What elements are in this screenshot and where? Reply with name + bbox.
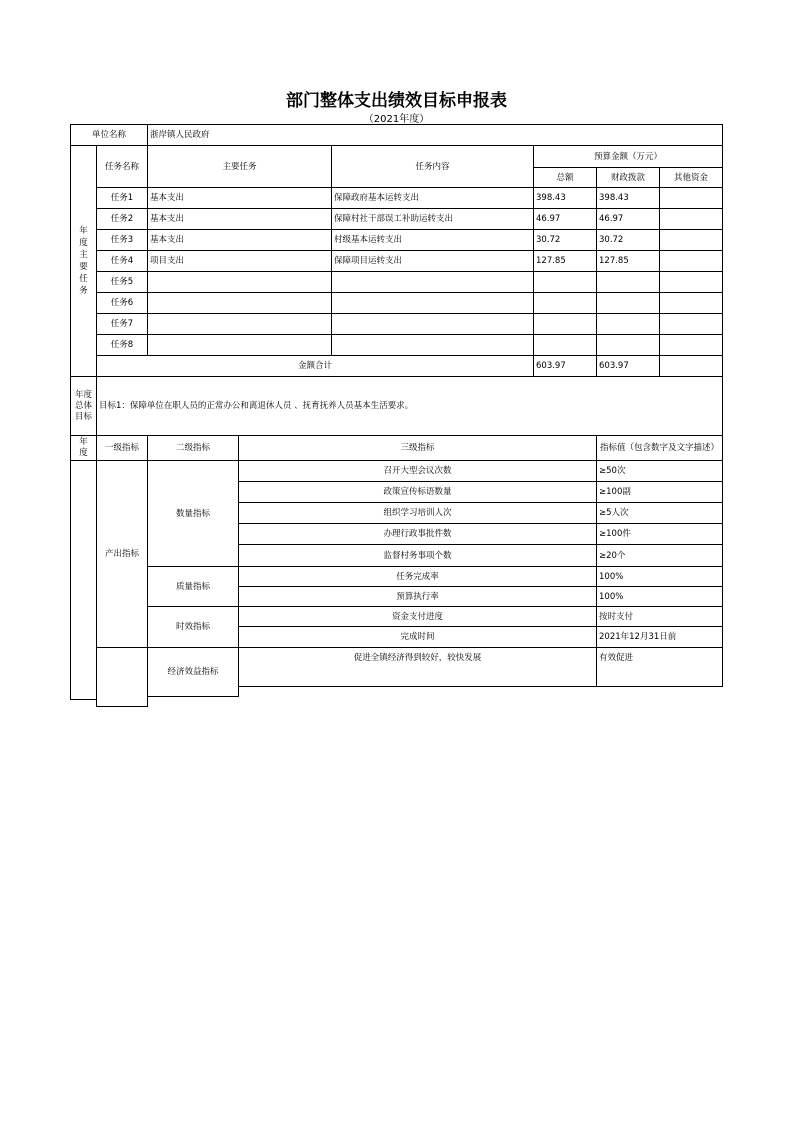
header-fiscal: 财政拨款: [596, 167, 660, 188]
indicator-value: 100%: [596, 586, 723, 607]
task-main: [147, 292, 332, 314]
header-total: 总额: [533, 167, 597, 188]
task-name: 任务4: [96, 250, 148, 272]
indicator-name: 资金支付进度: [238, 606, 597, 627]
task-main: [147, 334, 332, 356]
task-content: 保障政府基本运转支出: [331, 187, 534, 209]
task-main: [147, 313, 332, 335]
task-fiscal: 398.43: [596, 187, 660, 209]
task-main: 项目支出: [147, 250, 332, 272]
task-fiscal: 127.85: [596, 250, 660, 272]
indicator-value: 100%: [596, 566, 723, 587]
benefit-indicator-cell: [96, 647, 148, 707]
indicator-value: ≥20个: [596, 544, 723, 567]
group-timeliness: 时效指标: [147, 606, 239, 648]
task-other: [659, 208, 723, 230]
goal-text: 目标1：保障单位在职人员的正常办公和离退休人员 、抚育抚养人员基本生活要求。: [96, 376, 723, 436]
header-task-content: 任务内容: [331, 145, 534, 188]
indicator-value: 2021年12月31日前: [596, 626, 723, 648]
task-other: [659, 292, 723, 314]
task-content: 村级基本运转支出: [331, 229, 534, 251]
task-other: [659, 334, 723, 356]
task-main: 基本支出: [147, 229, 332, 251]
task-other: [659, 187, 723, 209]
task-main: 基本支出: [147, 208, 332, 230]
task-content: [331, 292, 534, 314]
tasks-section-label: 年度主要任务: [70, 145, 97, 377]
task-name: 任务5: [96, 271, 148, 293]
task-main: [147, 271, 332, 293]
task-name: 任务2: [96, 208, 148, 230]
task-name: 任务1: [96, 187, 148, 209]
task-main: 基本支出: [147, 187, 332, 209]
header-level2: 二级指标: [147, 435, 239, 461]
task-content: [331, 313, 534, 335]
task-name: 任务7: [96, 313, 148, 335]
task-other: [659, 250, 723, 272]
indicator-value: ≥100副: [596, 481, 723, 503]
task-content: [331, 334, 534, 356]
indicator-value: ≥50次: [596, 460, 723, 482]
task-name: 任务6: [96, 292, 148, 314]
task-name: 任务3: [96, 229, 148, 251]
header-value: 指标值（包含数字及文字描述）: [596, 435, 723, 461]
task-other: [659, 313, 723, 335]
indicator-value: ≥100件: [596, 523, 723, 545]
page-title: 部门整体支出绩效目标申报表: [286, 91, 507, 111]
group-quantity: 数量指标: [147, 460, 239, 567]
sum-fiscal: 603.97: [596, 355, 660, 377]
task-other: [659, 229, 723, 251]
sum-other: [659, 355, 723, 377]
ind-year-cell: [70, 460, 97, 700]
task-total: [533, 313, 597, 335]
task-content: [331, 271, 534, 293]
task-name: 任务8: [96, 334, 148, 356]
ind-year-label: 年度: [70, 435, 97, 461]
task-total: [533, 292, 597, 314]
output-indicator-label: 产出指标: [96, 460, 148, 648]
indicator-name: 监督村务事项个数: [238, 544, 597, 567]
task-total: 30.72: [533, 229, 597, 251]
task-fiscal: 46.97: [596, 208, 660, 230]
unit-label: 单位名称: [70, 124, 148, 146]
group-quality: 质量指标: [147, 566, 239, 607]
page-subtitle: （2021年度）: [363, 114, 430, 125]
indicator-name: 预算执行率: [238, 586, 597, 607]
indicator-name: 促进全镇经济得到较好，较快发展: [238, 647, 597, 687]
header-other: 其他资金: [659, 167, 723, 188]
task-total: 398.43: [533, 187, 597, 209]
indicator-name: 任务完成率: [238, 566, 597, 587]
indicator-name: 办理行政事批件数: [238, 523, 597, 545]
sum-label: 金额合计: [96, 355, 534, 377]
indicator-value: 有效促进: [596, 647, 723, 687]
header-budget: 预算金额（万元）: [533, 145, 723, 168]
task-content: 保障村社干部误工补助运转支出: [331, 208, 534, 230]
header-main-task: 主要任务: [147, 145, 332, 188]
indicator-name: 组织学习培训人次: [238, 502, 597, 524]
task-other: [659, 271, 723, 293]
unit-value: 浙岸镇人民政府: [147, 124, 723, 146]
indicator-name: 政策宣传标语数量: [238, 481, 597, 503]
task-total: 46.97: [533, 208, 597, 230]
task-fiscal: [596, 271, 660, 293]
sum-total: 603.97: [533, 355, 597, 377]
task-total: [533, 271, 597, 293]
task-total: [533, 334, 597, 356]
task-fiscal: [596, 292, 660, 314]
task-content: 保障项目运转支出: [331, 250, 534, 272]
header-level3: 三级指标: [238, 435, 597, 461]
indicator-value: 按时支付: [596, 606, 723, 627]
header-task-name: 任务名称: [96, 145, 148, 188]
indicator-name: 召开大型会议次数: [238, 460, 597, 482]
task-fiscal: [596, 313, 660, 335]
indicator-name: 完成时间: [238, 626, 597, 648]
indicator-value: ≥5人次: [596, 502, 723, 524]
group-economic: 经济效益指标: [147, 647, 239, 697]
header-level1: 一级指标: [96, 435, 148, 461]
goal-label: 年度总体目标: [70, 376, 97, 436]
task-fiscal: 30.72: [596, 229, 660, 251]
task-total: 127.85: [533, 250, 597, 272]
task-fiscal: [596, 334, 660, 356]
